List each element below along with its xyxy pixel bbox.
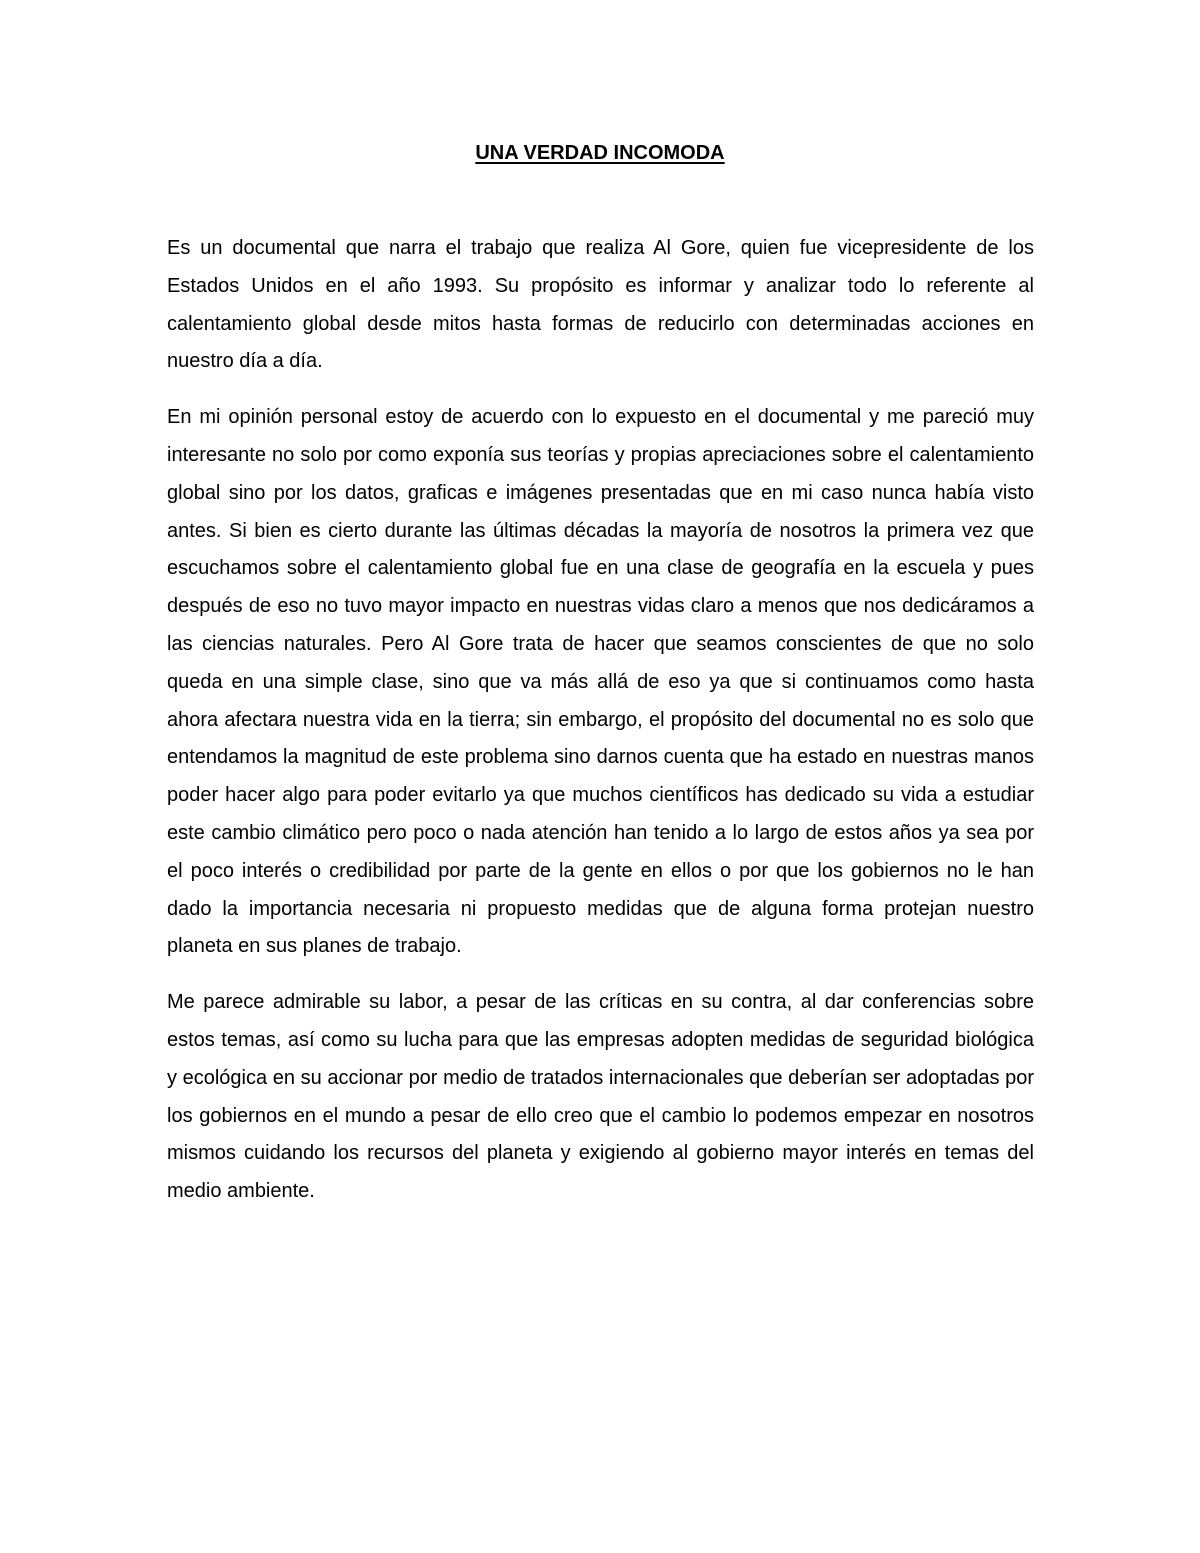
document-title: UNA VERDAD INCOMODA [475,142,725,164]
document-body [167,230,1034,1229]
paragraph-conclusion: Me parece admirable su labor, a pesar de las críticas en su contra, al dar conferencias sobre estos temas, así como su lucha para que las empresas adopten medidas de seguridad biológica y ecológica en su accionar por medio de tratados internacionales que deberían ser adoptadas por los gobiernos en el mundo a pesar de ello creo que el cambio lo podemos empezar en nosotros mismos cuidando los recursos del planeta y exigiendo al gobierno mayor interés en temas del medio ambiente. [167,991,1034,1203]
paragraph-opinion: En mi opinión personal estoy de acuerdo con lo expuesto en el documental y me pareció muy interesante no solo por como exponía sus teorías y propias apreciaciones sobre el calentamiento global sino por los datos, graficas e imágenes presentadas que en mi caso nunca había visto antes. Si bien es cierto durante las últimas décadas la mayoría de nosotros la primera vez que escuchamos sobre el calentamiento global fue en una clase de geografía en la escuela y pues después de eso no tuvo mayor impacto en nuestras vidas claro a menos que nos dedicáramos a las ciencias naturales. Pero Al Gore trata de hacer que seamos conscientes de que no solo queda en una simple clase, sino que va más allá de eso ya que si continuamos como hasta ahora afectara nuestra vida en la tierra; sin embargo, el propósito del documental no es solo que entendamos la magnitud de este problema sino darnos cuenta que ha estado en nuestras manos poder hacer algo para poder evitarlo ya que muchos científicos has dedicado su vida a estudiar este cambio climático pero poco o nada atención han tenido a lo largo de estos años ya sea por el poco interés o credibilidad por parte de la gente en ellos o por que los gobiernos no le han dado la importancia necesaria ni propuesto medidas que de alguna forma protejan nuestro planeta en sus planes de trabajo. [167,406,1034,958]
paragraph-intro: Es un documental que narra el trabajo que realiza Al Gore, quien fue vicepresidente de los Estados Unidos en el año 1993. Su propósito es informar y analizar todo lo referente al calentamiento global desde mitos hasta formas de reducirlo con determinadas acciones en nuestro día a día. [167,237,1034,373]
